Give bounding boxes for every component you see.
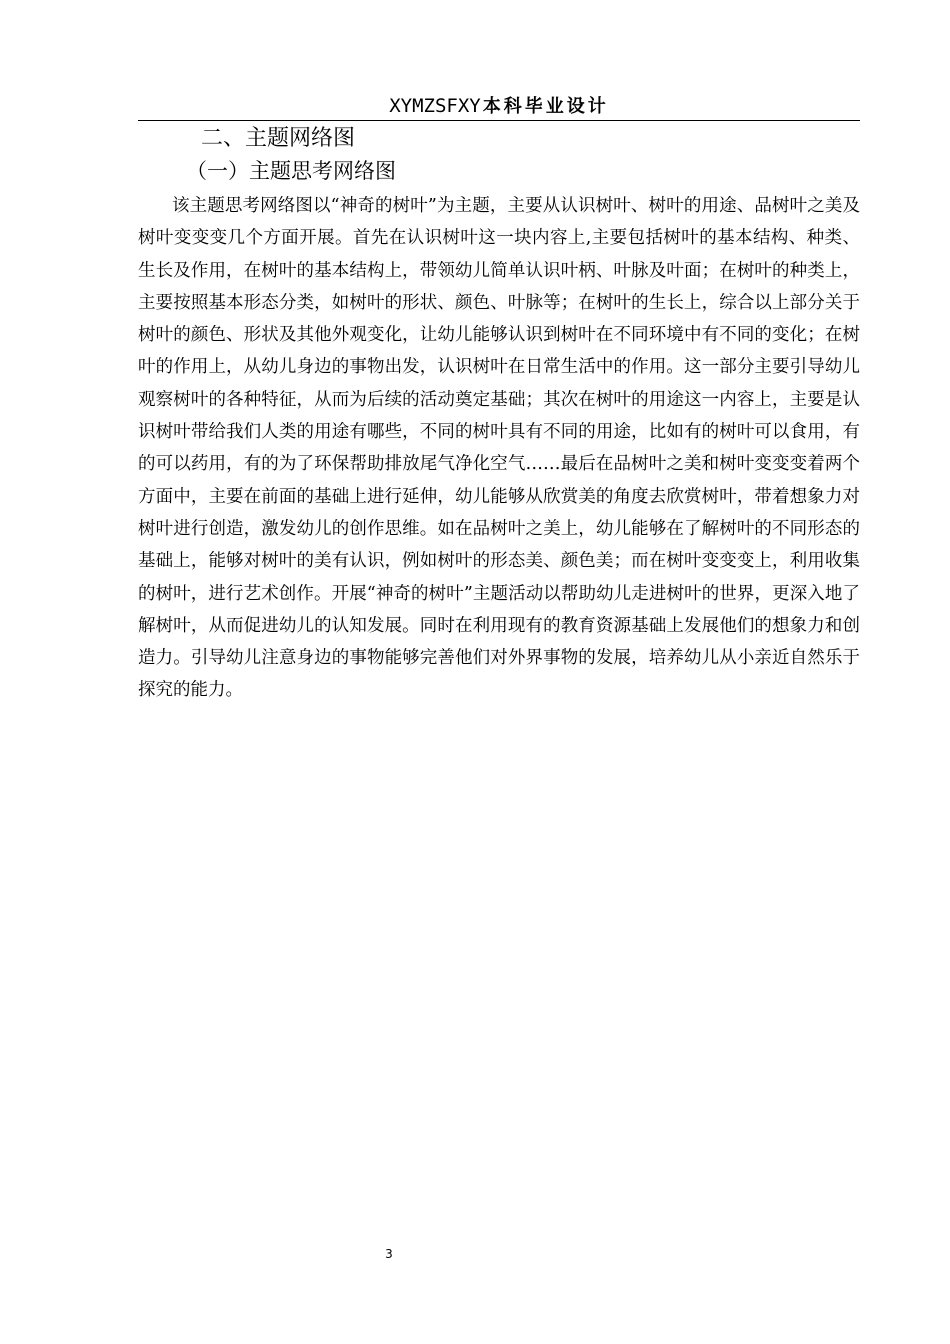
page-header	[138, 93, 860, 121]
subsection-title: （一）主题思考网络图	[186, 159, 396, 183]
body-paragraph: 该主题思考网络图以“神奇的树叶”为主题，主要从认识树叶、树叶的用途、品树叶之美及树叶变变变几个方面开展。首先在认识树叶这一块内容上,主要包括树叶的基本结构、种类、生长及作用，在树叶的基本结构上，带领幼儿简单认识叶柄、叶脉及叶面；在树叶的种类上，主要按照基本形态分类，如树叶的形状、颜色、叶脉等；在树叶的生长上，综合以上部分关于树叶的颜色、形状及其他外观变化，让幼儿能够认识到树叶在不同环境中有不同的变化；在树叶的作用上，从幼儿身边的事物出发，认识树叶在日常生活中的作用。这一部分主要引导幼儿观察树叶的各种特征，从而为后续的活动奠定基础；其次在树叶的用途这一内容上，主要是认识树叶带给我们人类的用途有哪些，不同的树叶具有不同的用途，比如有的树叶可以食用，有的可以药用，有的为了环保帮助排放尾气净化空气……最后在品树叶之美和树叶变变变着两个方面中，主要在前面的基础上进行延伸，幼儿能够从欣赏美的角度去欣赏树叶，带着想象力对树叶进行创造，激发幼儿的创作思维。如在品树叶之美上，幼儿能够在了解树叶的不同形态的基础上，能够对树叶的美有认识，例如树叶的形态美、颜色美；而在树叶变变变上，利用收集的树叶，进行艺术创作。开展“神奇的树叶”主题活动以帮助幼儿走进树叶的世界，更深入地了解树叶，从而促进幼儿的认知发展。同时在利用现有的教育资源基础上发展他们的想象力和创造力。引导幼儿注意身边的事物能够完善他们对外界事物的发展，培养幼儿从小亲近自然乐于探究的能力。	[138, 196, 860, 701]
header-suffix: 本科毕业设计	[482, 96, 609, 117]
section-title: 二、主题网络图	[201, 126, 356, 151]
page-number: 3	[385, 1247, 393, 1261]
header-code: XYMZSFXY	[389, 95, 481, 117]
